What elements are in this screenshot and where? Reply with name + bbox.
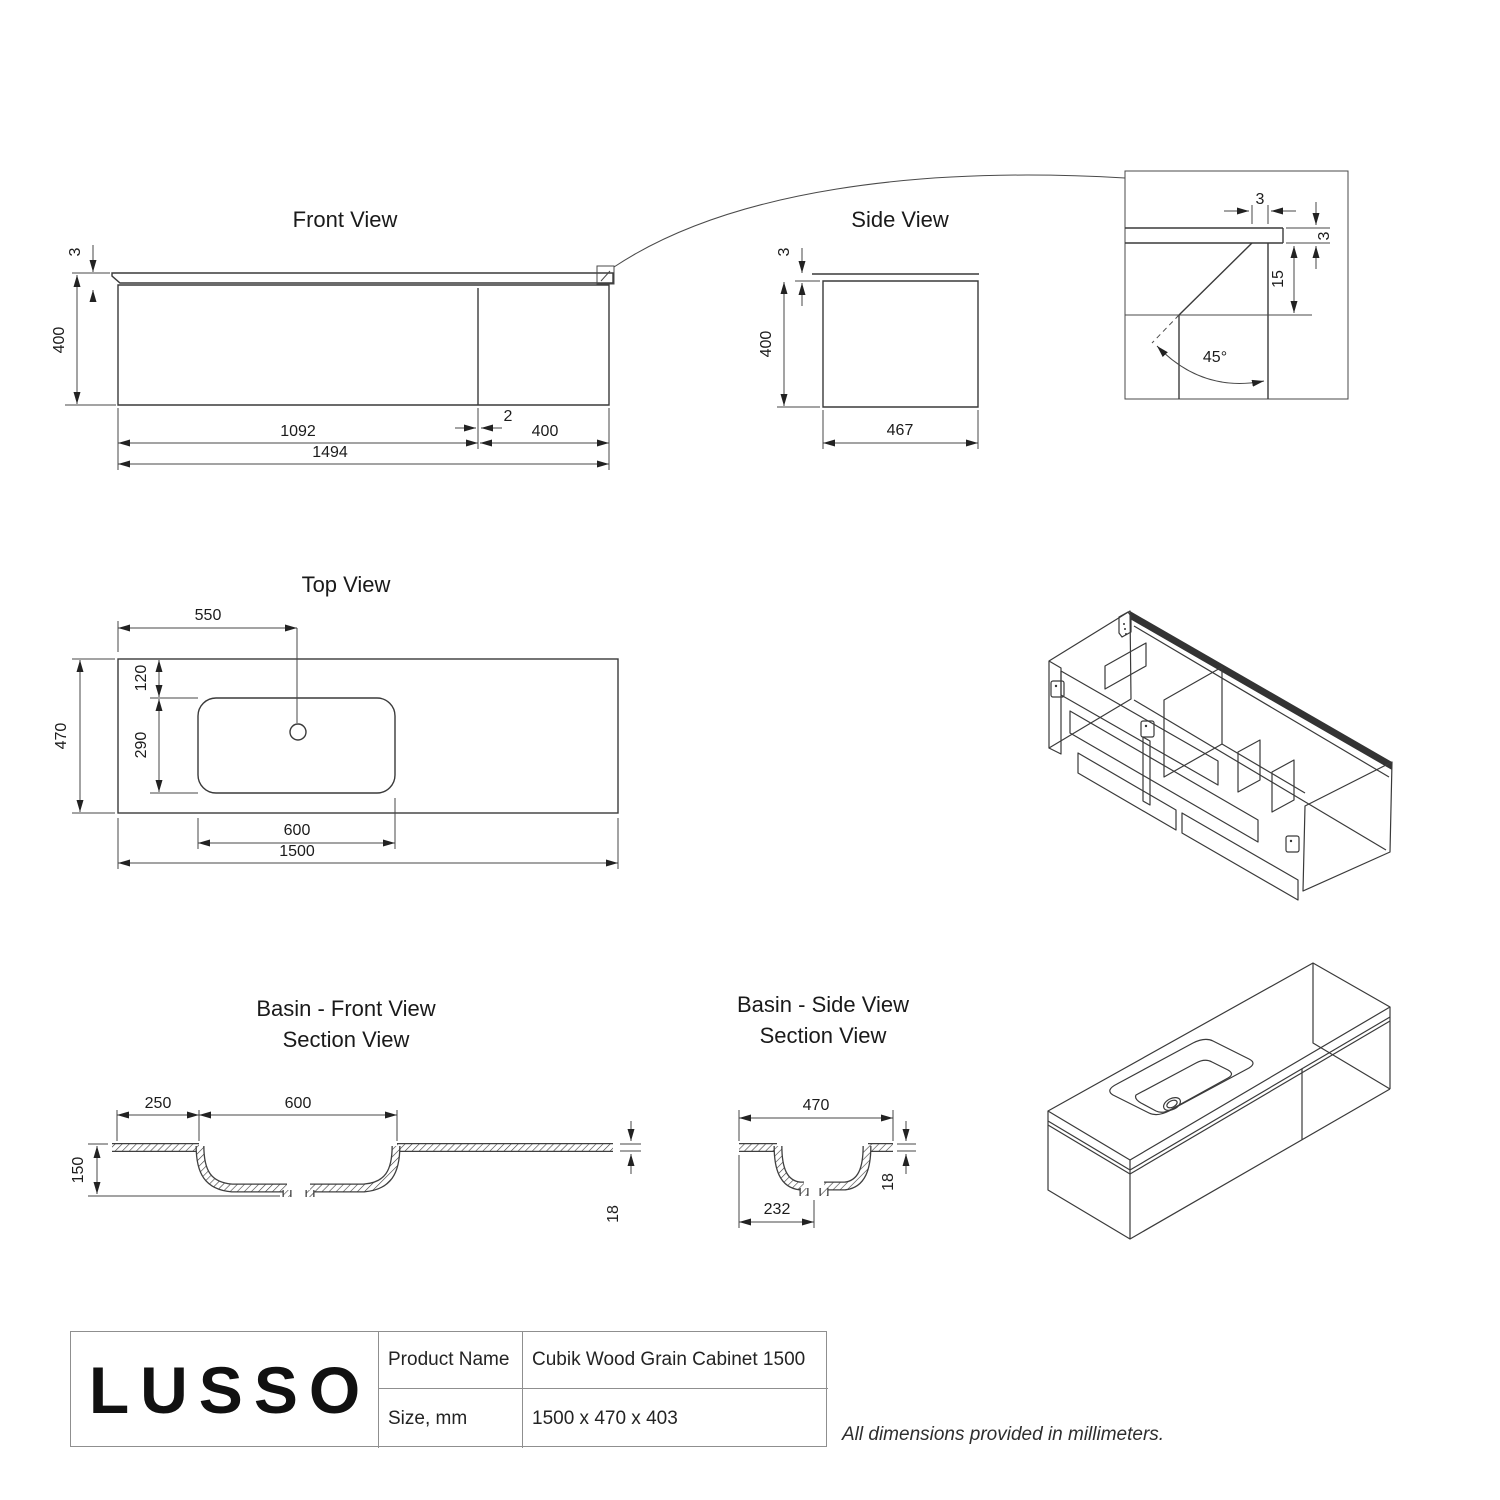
hinge-cup-right xyxy=(1286,836,1299,852)
side-dimensions xyxy=(758,247,978,449)
dim-bf-counter-thickness: 18 xyxy=(605,1205,622,1223)
basin-side-dimensions xyxy=(739,1097,916,1228)
detail-dimensions xyxy=(1157,191,1333,383)
dim-top-basin-depth: 290 xyxy=(133,731,150,759)
basin-side-section xyxy=(737,992,916,1228)
basin-recess-inner xyxy=(1136,1060,1232,1112)
brand-logo-cell xyxy=(71,1332,378,1448)
dim-bs-counter-depth: 470 xyxy=(802,1097,830,1114)
product-name-label: Product Name xyxy=(378,1332,522,1388)
dim-top-faucet-offset: 550 xyxy=(194,607,222,624)
size-label: Size, mm xyxy=(378,1388,522,1448)
footer-note: All dimensions provided in millimeters. xyxy=(842,1424,1165,1445)
top-view xyxy=(53,572,618,869)
dim-front-height: 400 xyxy=(51,326,68,354)
side-view-title: Side View xyxy=(851,207,949,232)
basin-front-section xyxy=(70,996,641,1223)
basin-side-title: Basin - Side View xyxy=(736,992,910,1017)
hinge-cup-left xyxy=(1051,681,1064,697)
dim-bf-basin-height: 150 xyxy=(70,1156,87,1184)
dim-front-cabinet-width: 1494 xyxy=(312,444,348,461)
detail-frame xyxy=(1125,171,1348,399)
top-view-title: Top View xyxy=(301,572,391,597)
dim-detail-counter-thickness: 3 xyxy=(1316,231,1333,241)
dim-front-right-door: 400 xyxy=(531,423,559,440)
basin-side-profile xyxy=(739,1146,893,1196)
basin-front-subtitle: Section View xyxy=(282,1027,410,1052)
dim-detail-edge-setback: 3 xyxy=(1255,191,1265,208)
cabinet-top-face xyxy=(1048,963,1390,1160)
cabinet-left-face xyxy=(1048,1111,1130,1239)
edge-detail-view xyxy=(1125,171,1348,399)
top-countertop xyxy=(118,659,618,813)
dim-side-counter-thickness: 3 xyxy=(776,247,793,257)
basin-front-profile xyxy=(112,1146,613,1197)
title-block xyxy=(70,1331,827,1447)
basin-front-dimensions xyxy=(70,1095,641,1223)
counter-edge-front xyxy=(1130,1017,1390,1170)
dim-bf-left-offset: 250 xyxy=(144,1095,172,1112)
detail-callout-square xyxy=(597,266,614,284)
size-value: 1500 x 470 x 403 xyxy=(522,1388,828,1448)
dim-front-door-gap: 2 xyxy=(503,408,513,425)
front-dimensions xyxy=(51,245,609,470)
dim-top-basin-inset: 120 xyxy=(133,664,150,692)
side-carcass xyxy=(823,281,978,407)
hinge-plate xyxy=(1119,612,1131,637)
top-faucet-hole xyxy=(290,724,306,740)
front-carcass xyxy=(118,285,609,405)
dim-bf-basin-width: 600 xyxy=(284,1095,312,1112)
iso-carcass-view xyxy=(1049,611,1392,900)
brand-logo: LUSSO xyxy=(88,1353,372,1427)
dim-front-left-door: 1092 xyxy=(280,423,316,440)
drain-hole xyxy=(1161,1095,1182,1113)
carcass-upper-rail xyxy=(1061,671,1218,785)
front-view xyxy=(51,175,1125,470)
basin-front-title: Basin - Front View xyxy=(256,996,436,1021)
dim-front-counter-thickness: 3 xyxy=(67,247,84,257)
product-name-value: Cubik Wood Grain Cabinet 1500 xyxy=(522,1332,828,1388)
dim-bs-drain-offset: 232 xyxy=(763,1201,791,1218)
dim-detail-groove-depth: 15 xyxy=(1270,270,1287,288)
dim-top-basin-width: 600 xyxy=(283,822,311,839)
dim-top-counter-depth: 470 xyxy=(53,722,70,750)
side-view xyxy=(758,207,979,449)
basin-side-subtitle: Section View xyxy=(759,1023,887,1048)
carcass-center-divider xyxy=(1164,667,1222,777)
dim-bs-counter-thickness: 18 xyxy=(880,1173,897,1191)
front-counter-slab xyxy=(112,273,613,283)
dim-top-counter-width: 1500 xyxy=(279,843,315,860)
detail-chamfer xyxy=(1179,243,1252,315)
iso-cabinet-view xyxy=(1048,963,1390,1239)
front-view-title: Front View xyxy=(292,207,398,232)
dim-side-depth: 467 xyxy=(886,422,914,439)
top-dimensions xyxy=(53,607,618,869)
carcass-back-top-edge xyxy=(1130,611,1392,770)
dim-side-height: 400 xyxy=(758,330,775,358)
cabinet-right-face xyxy=(1313,963,1390,1089)
dim-detail-chamfer-angle: 45° xyxy=(1202,349,1228,366)
